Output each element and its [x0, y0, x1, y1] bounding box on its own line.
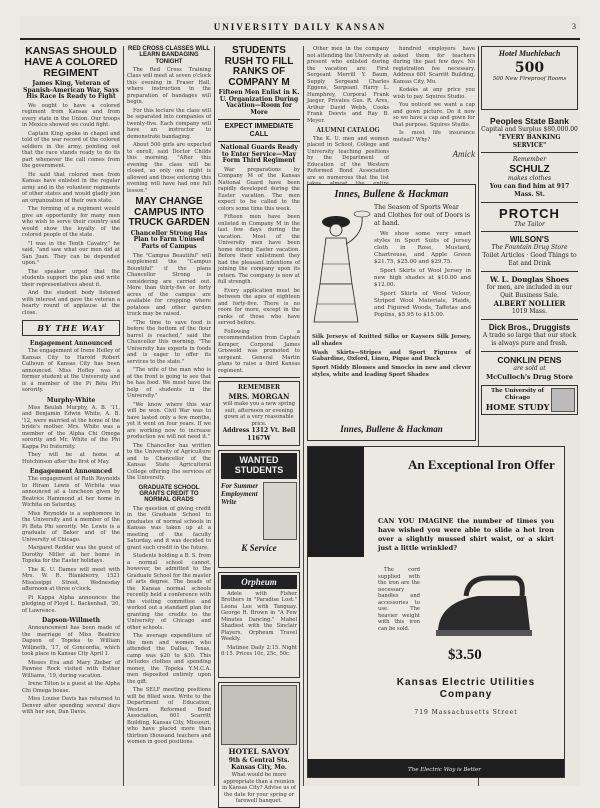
- wanted-illustration: [263, 482, 297, 540]
- truck-garden-headline: MAY CHANGE CAMPUS INTO TRUCK GARDEN: [128, 196, 210, 229]
- expect-call-headline: EXPECT IMMEDIATE CALL: [224, 123, 294, 138]
- engagement-heading-2: Engagement Announced: [29, 468, 113, 476]
- wanted-students-title: WANTED STUDENTS: [221, 453, 297, 479]
- peoples-bank-ad: Peoples State Bank Capital and Surplus $80,000.00 "EVERY BANKING SERVICE": [481, 116, 578, 149]
- dick-bros-ad: Dick Bros., Druggists A trade so large that our stock is always pure and fresh.: [482, 323, 577, 347]
- ke-slogan: The Electric Way is Better: [408, 767, 481, 773]
- ke-corner-dark: [308, 447, 364, 557]
- chicago-image: [551, 388, 575, 412]
- column-4-top: Other men in the company not attending the University at present who enlisted during the vacation are: First Sergeant Merrill Y. Baum, Supply Sergeant Charles Eggens, Sergeant Harry L. Humphrey, Corporal Frank Jaeger, Privates Gus. R. Ares, Arthur David Webb, Cooks Frank Deevis and Ray B. Meyer. ALUMNI CATALOG The K. U. men and women placed in School, College and University teaching positions by the Department of Education of the Western Reformed Bond Association are so numerous that the list hundred employers have asked them for teachers during the past few days. No registration fee necessary. Address 601 Scarritt Building, Kansas City, Mo. Kodaks at any price you wish to pay. Squires Studio. You noticed we want a cap and gown picture. Do it now so we have a cap and gown for that purpose. Squires Studio. Is most life insurance mutual? Why? Amick: [307, 46, 475, 181]
- masthead: [20, 16, 580, 42]
- newspaper-page: [20, 16, 580, 805]
- by-the-way-banner: BY THE WAY: [22, 320, 120, 336]
- hackman-logo: Innes, Bullene & Hackman: [334, 189, 449, 200]
- murphy-white-heading: Murphy-White: [46, 396, 96, 404]
- douglas-shoes-ad: W. L. Douglas Shoes for men, are included in our Quit Business Sale. ALBERT NOLLIER 1019 Mass.: [486, 274, 573, 316]
- page-number: 3: [572, 22, 576, 31]
- kansas-electric-address: 719 Massachusetts Street: [414, 709, 518, 716]
- orpheum-ad: Orpheum Adele with Fisher Brothers in "Paradise Lost." Leona Lee with Tanguay. George R. Brown in "A Few Minutes Dancing." Mabel Shadiest with the Sinclair Players. Orpheum Travel Weekly. Matinee Daily 2:15. Night 8:15. Prices 10c, 25c, 50c.: [218, 572, 300, 678]
- truck-garden-subhead: Chancellor Strong Has Plan to Farm Unused Parts of Campus: [130, 229, 208, 251]
- muehlebach-ad: Hotel Muehlebach 500 500 New Fireproof Rooms: [481, 46, 578, 110]
- iron-price: $3.50: [448, 647, 482, 663]
- expect-call-subhead: National Guards Ready to Enter Service—May Form Third Regiment: [220, 144, 298, 165]
- hotel-savoy-image: [221, 685, 297, 745]
- exceptional-iron-title: An Exceptional Iron Offer: [408, 457, 555, 472]
- kansas-electric-name: Kansas Electric Utilities Company: [396, 677, 536, 700]
- column-2: RED CROSS CLASSES WILL LEARN BANDAGING TONIGHT The Red Cross Training Class will meet at seven o'clock this evening in Fraser Hall, where instruction in the preparation of bandages will begin. For this lecture the class will be separated into companies of twenty-five. Each company will have an instructor to demonstrate bandaging. About 500 girls are expected to enroll, said Doctor Childs this morning. "After this evening the class will be closed, so only one night is allowed and those entering this evening will have had one full lesson." MAY CHANGE CAMPUS INTO TRUCK GARDEN Chancellor Strong Has Plan to Farm Unused Parts of Campus The "Campus Beautiful" will supplement the "Campus Bountiful" if the plans Chancellor Strong is considering are carried out. More than thirty-five or forty acres of the campus are available for cropping where potatoes and other garden truck may be raised. "The time to save food is before the bottom of the flour barrel is reached," said the Chancellor this morning. "The University has experts in foods and is eager to offer its services to the state." "The wife of the man who is at the front is going to see that he has food. We must have the help of students in the University." "We know where this war will be won. Civil War was to have lasted only a few months, yet it went on four years. If we are working now to increase production we will not need it." The Chancellor has written to the University of Agriculture and to Chancellor of the Kansas State Agricultural College offering the services of the University. GRADUATE SCHOOL GRANTS CREDIT TO NORMAL GRADS The question of giving credit in the Graduate School to graduates of normal schools in Kansas was taken up at a meeting of the faculty Saturday, and it was decided to grant such credit in the future. Students holding a B. S. from a normal school cannot, however, be admitted to the Graduate School for the master of arts degree. The heads of the Kansas normal schools recently held a conference with the visiting committee and worked out a standard plan for granting the credits to the University of Chicago and other schools. The average expenditure of the men and women who attended the Dallas, Texas, camp was $20 to $30. This includes clothes and spending money, the Topeka Y.M.C.A. men deposited entirely upon the gift. The SELF meeting positions will be filled soon. Write to the Department of Education, Western Reformed Bond Association, 601 Scarritt Building, Kansas City, Missouri, who have placed more than thirteen thousand teachers and women in good positions.: [127, 46, 211, 746]
- mrs-morgan-ad: REMEMBER MRS. MORGAN will make you a new spring suit, afternoon or evening gown at a very reasonable price. Address 1312 Vt. Bell 1167W: [218, 381, 300, 445]
- wilsons-ad: WILSON'S The Fountain Drug Store Toilet Articles · Good Things to Eat and Drink: [482, 235, 577, 267]
- column-1: KANSAS SHOULD HAVE A COLORED REGIMENT James King, Veteran of Spanish-American War, Says His Race Is Ready to Fight We ought to have a colored regiment from Kansas and from every state in the Union. Our troops in Mexico showed we could fight. Captain King spoke in chapel and told of the war record of the colored soldiers in the army, pointing out that the race stands ready to do its part whenever the call comes from the government. He said that colored men from Kansas have enlisted in the regular army and in the volunteer regiments of other states and would gladly join an organization of their own state. The forming of a regiment would give an opportunity for many men who wish to serve their country and would show the loyalty of the colored people of the state. "I was in the Tenth Cavalry," he said, "and saw what our men did at San Juan. They can be depended upon." The speaker urged that the students support the plan and write their representatives about it. And the student body listened with interest and gave the veteran a hearty round of applause at the close. BY THE WAY Engagement Announced The engagement of Irene Hefley of Kansas City to Harold Robert Calhoun of Kansas City has been announced. Miss Hefley was a former student at the University and is a member of the Pi Beta Phi sorority. Murphy-White Miss Beulah Murphy, A. B. '11, and Benjamin Edwin White, A. B. '12, were married at the home of the bride's mother. Mrs. White was a member of the Alpha Chi Omega sorority and Mr. White of the Phi Kappa Psi fraternity. They will be at home at Hutchinson after the first of May. Engagement Announced The engagement of Ruth Reynolds to Hiram Lewis of Wichita was announced at a luncheon given by Beatrice Hammond at her home in Wichita on Saturday. Miss Reynolds is a sophomore in the University and a member of the Pi Beta Phi sorority. Mr. Lewis is a graduate of Baker and of the University of Chicago. Margaret Redder was the guest of Dorothy Miller at her home in Topeka for the Easter holidays. The K. U. Dames will meet with Mrs. W. R. Blankberry, 1521 Mississippi Street, Wednesday afternoon at three o'clock. Pi Kappa Alpha announces the pledging of Floyd L. Backenhall, '20, of Lawrence. Dapson-Willmeth Announcement has been made of the marriage of Miss Beatrice Dapson of Topeka to William Willmeth, '17, of Concordia, which took place in Kansas City April 1. Misses Eva and Mary Zieber of Pawnee Rock visited with Esther Williams, '19, during vacation. Irene Tilton is a guest at the Alpha Chi Omega house. Miss Louise Davis has returned to Denver after spending several days with her son, Dan Davis.: [22, 45, 120, 716]
- wanted-students-ad: WANTED STUDENTS For Summer Employment Write K Service: [218, 450, 300, 568]
- hackman-item-1: Silk Jerseys of Knitted Silks or Kaysers Silk Jersey, all shades: [312, 334, 471, 347]
- kansas-regiment-subhead: James King, Veteran of Spanish-American War, Says His Race Is Ready to Fight: [23, 80, 119, 101]
- kansas-electric-ad: An Exceptional Iron Offer CAN YOU IMAGINE the number of times you have wished you were able to slide a hot iron over a slightly mussed shirt waist, or a skirt just a little wrinkled? The cord supplied with the iron are the necessary handles and accessories to use. The heavier weight with this iron can be sold. $3.50 Kansas Electric Utilities Company 719 Massachusetts Street The Electric Way is Better: [307, 446, 565, 778]
- graduate-school-headline: GRADUATE SCHOOL GRANTS CREDIT TO NORMAL GRADS: [138, 484, 200, 504]
- protch-ad: PROTCH The Tailor: [499, 205, 560, 228]
- insurance-signature: Amick: [452, 149, 475, 159]
- hackman-item-2: Wash Skirts—Stripes and Sport Figures of Gabardine, Oxford, Linen, Pique and Duck: [312, 349, 471, 363]
- iron-illustration: [428, 572, 538, 642]
- column-3: STUDENTS RUSH TO FILL RANKS OF COMPANY M Fifteen Men Enlist in K. U. Organization During Vacation—Room for More EXPECT IMMEDIATE CALL National Guards Ready to Enter Service—May Form Third Regiment War preparations by Company M of the Kansas National Guard have been rapidly developed during the Easter vacation. The men expect to be called to the colors some time this week. Fifteen men have been enlisted in Company M in the last few days during the vacation. Most of the University men have been home during Easter vacation. Before their enlistment they had the pleasant intentions of joining the company upon its return. The company is now at full strength. Every application must be between the ages of eighteen and forty-five. There is no room for more, except in the ranks of those who have served before. Following a recommendation from Captain Kemper, Corporal James Griswold was promoted to sergeant. General Martin plans to raise a third Kansas regiment. REMEMBER MRS. MORGAN will make you a new spring suit, afternoon or evening gown at a very reasonable price. Address 1312 Vt. Bell 1167W WANTED STUDENTS For Summer Employment Write K Service Orpheum Adele with Fisher Brothers in "Paradise Lost." Leona Lee with Tanguay. George R. Brown in "A Few Minutes Dancing." Mabel Shadiest with the Sinclair Players. Orpheum Travel Weekly. Matinee Daily 2:15. Night 8:15. Prices 10c, 25c, 50c. HOTEL SAVOY 9th & Central Sts. Kansas City, Mo. What would be more appropriate than a reunion in Kansas City? Advise us of the date for your spring or farewell banquet.: [218, 46, 300, 784]
- engagement-heading-1: Engagement Announced: [29, 340, 113, 348]
- company-m-subhead: Fifteen Men Enlist in K. U. Organization During Vacation—Room for More: [218, 89, 300, 116]
- hackman-ad: Innes, Bullene & Hackman The Season of Sports Wear and Clothes for out of Doors is at hand. We show some very smart styles in Sport Suits of Jersey cloth in Rose, Mustard, Chartreuse, and Apple Green $21.75, $25.00 and $29.75. Sport Skirts of Wool Jersey in new high shades at $10.00 and $12.00. Sport Skirts of Wool Velour, Striped Wool Materials, Plaids, and Figured Woods, Taffetas and Poplins, $5.95 to $15.00. Silk Jerseys of Knitted Silks or Kaysers Silk Jersey, all shades Wash Skirts—Stripes and Sport Figures of Gabardine, Oxford, Linen, Pique and Duck Sport Middy Blouses and Smocks in new and clever styles, white and leading Sport Shades Innes, Bullene & Hackman: [307, 184, 476, 441]
- kansas-regiment-body: We ought to have a colored regiment from Kansas and from every state in the Union. Our troops in Mexico showed we could fight. Captain King spoke in chapel and told of the war record of the colored soldiers in the army, pointing out that the race stands ready to do its part whenever the call comes from the government. He said that colored men from Kansas have enlisted in the regular army and in the volunteer regiments of other states and would gladly join an organization of their own state. The forming of a regiment would give an opportunity for many men who wish to serve their country and would show the loyalty of the colored people of the state. "I was in the Tenth Cavalry," he said, "and saw what our men did at San Juan. They can be depended upon." The speaker urged that the students support the plan and write their representatives about it. And the student body listened with interest and gave the veteran a hearty round of applause at the close.: [22, 102, 120, 316]
- column-5: [481, 46, 578, 446]
- masthead-title: UNIVERSITY DAILY KANSAN: [213, 22, 387, 32]
- red-cross-headline: RED CROSS CLASSES WILL LEARN BANDAGING TONIGHT: [127, 46, 210, 65]
- hackman-illustration: [312, 204, 370, 334]
- dapson-willmeth-heading: Dapson-Willmeth: [42, 617, 100, 625]
- conklin-ad: CONKLIN PENS are sold at McCulloch's Drug Store: [485, 354, 574, 381]
- kansas-regiment-headline: KANSAS SHOULD HAVE A COLORED REGIMENT: [24, 45, 118, 80]
- hackman-item-3: Sport Middy Blouses and Smocks in new and clever styles, white and leading Sport Shades: [312, 365, 471, 378]
- iron-lead-text: CAN YOU IMAGINE the number of times you have wished you were able to slide a hot iron over a slightly mussed shirt waist, or a skirt just a little wrinkled?: [378, 517, 554, 552]
- chicago-ad: The University of Chicago HOME STUDY: [481, 385, 578, 415]
- hotel-savoy-ad: HOTEL SAVOY 9th & Central Sts. Kansas City, Mo. What would be more appropriate than a reunion in Kansas City? Advise us of the date for your spring or farewell banquet.: [218, 682, 300, 808]
- hackman-footer: Innes, Bullene & Hackman: [340, 424, 443, 434]
- company-m-headline: STUDENTS RUSH TO FILL RANKS OF COMPANY M: [224, 45, 294, 88]
- schulz-ad: Remember SCHULZ makes clothes You can find him at 917 Mass. St.: [489, 156, 570, 198]
